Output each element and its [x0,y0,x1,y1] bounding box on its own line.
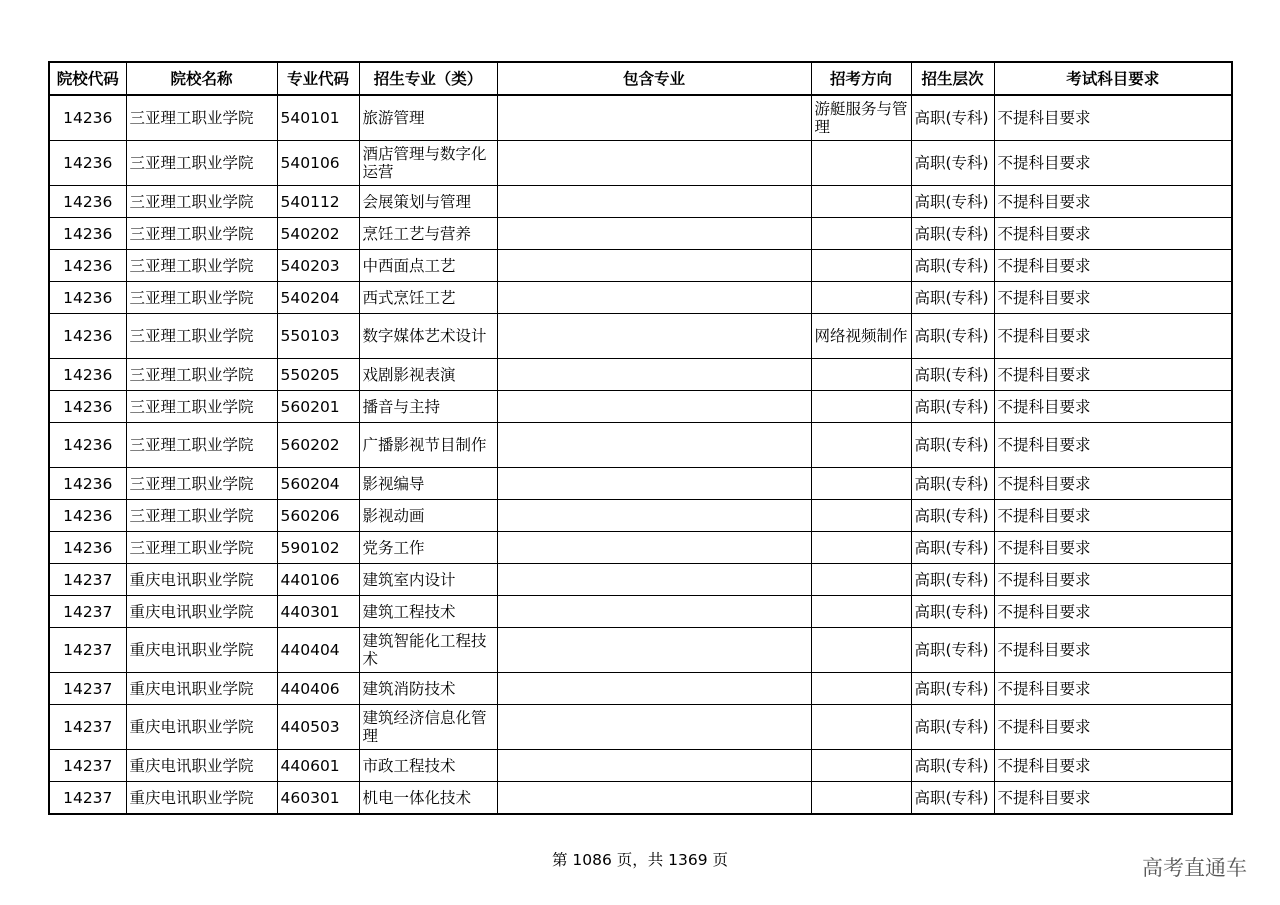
major-cell: 建筑经济信息化管理 [359,705,497,750]
level-cell: 高职(专科) [911,782,994,815]
header-school-name: 院校名称 [126,62,277,95]
school-code-cell: 14237 [49,628,126,673]
school-code-cell: 14236 [49,500,126,532]
direction-cell [811,250,911,282]
table-row [49,673,1232,705]
header-requirement: 考试科目要求 [994,62,1232,95]
major-cell: 广播影视节目制作 [359,423,497,468]
major-cell: 数字媒体艺术设计 [359,314,497,359]
table-row [49,596,1232,628]
school-code-cell: 14236 [49,391,126,423]
school-code-cell: 14236 [49,282,126,314]
requirement-cell: 不提科目要求 [994,673,1232,705]
school-name-cell: 重庆电讯职业学院 [126,596,277,628]
requirement-cell: 不提科目要求 [994,186,1232,218]
level-cell: 高职(专科) [911,705,994,750]
level-cell: 高职(专科) [911,391,994,423]
major-code-cell: 540204 [277,282,359,314]
table-row [49,564,1232,596]
table-row [49,705,1232,750]
table-row [49,95,1232,141]
level-cell: 高职(专科) [911,282,994,314]
requirement-cell: 不提科目要求 [994,500,1232,532]
level-cell: 高职(专科) [911,218,994,250]
level-cell: 高职(专科) [911,468,994,500]
major-cell: 会展策划与管理 [359,186,497,218]
major-code-cell: 440404 [277,628,359,673]
school-name-cell: 三亚理工职业学院 [126,250,277,282]
direction-cell [811,596,911,628]
table-row [49,359,1232,391]
school-code-cell: 14237 [49,673,126,705]
watermark-text: 高考直通车 [1142,856,1247,880]
requirement-cell: 不提科目要求 [994,628,1232,673]
school-name-cell: 三亚理工职业学院 [126,468,277,500]
requirement-cell: 不提科目要求 [994,359,1232,391]
level-cell: 高职(专科) [911,673,994,705]
level-cell: 高职(专科) [911,141,994,186]
level-cell: 高职(专科) [911,500,994,532]
included-majors-cell [497,314,811,359]
included-majors-cell [497,282,811,314]
included-majors-cell [497,95,811,141]
direction-cell [811,782,911,815]
direction-cell [811,359,911,391]
school-code-cell: 14236 [49,250,126,282]
major-cell: 烹饪工艺与营养 [359,218,497,250]
major-code-cell: 540106 [277,141,359,186]
table-row [49,250,1232,282]
page-number: 第 1086 页，共 1369 页 [551,851,729,869]
school-code-cell: 14236 [49,186,126,218]
major-cell: 机电一体化技术 [359,782,497,815]
school-name-cell: 重庆电讯职业学院 [126,673,277,705]
table-row [49,782,1232,815]
direction-cell [811,468,911,500]
requirement-cell: 不提科目要求 [994,423,1232,468]
school-code-cell: 14237 [49,564,126,596]
level-cell: 高职(专科) [911,750,994,782]
header-row [49,62,1232,95]
requirement-cell: 不提科目要求 [994,391,1232,423]
school-name-cell: 三亚理工职业学院 [126,314,277,359]
major-code-cell: 560202 [277,423,359,468]
included-majors-cell [497,532,811,564]
table-row [49,186,1232,218]
direction-cell [811,186,911,218]
school-name-cell: 三亚理工职业学院 [126,218,277,250]
level-cell: 高职(专科) [911,564,994,596]
major-code-cell: 440503 [277,705,359,750]
major-code-cell: 460301 [277,782,359,815]
school-name-cell: 三亚理工职业学院 [126,391,277,423]
school-name-cell: 三亚理工职业学院 [126,141,277,186]
header-major-code: 专业代码 [277,62,359,95]
major-code-cell: 540112 [277,186,359,218]
major-code-cell: 440601 [277,750,359,782]
direction-cell [811,391,911,423]
major-code-cell: 540203 [277,250,359,282]
level-cell: 高职(专科) [911,628,994,673]
requirement-cell: 不提科目要求 [994,782,1232,815]
major-cell: 酒店管理与数字化运营 [359,141,497,186]
school-name-cell: 三亚理工职业学院 [126,282,277,314]
school-name-cell: 重庆电讯职业学院 [126,750,277,782]
level-cell: 高职(专科) [911,423,994,468]
table-row [49,750,1232,782]
direction-cell [811,282,911,314]
major-code-cell: 560204 [277,468,359,500]
requirement-cell: 不提科目要求 [994,596,1232,628]
level-cell: 高职(专科) [911,186,994,218]
major-cell: 建筑室内设计 [359,564,497,596]
requirement-cell: 不提科目要求 [994,532,1232,564]
major-cell: 党务工作 [359,532,497,564]
school-name-cell: 三亚理工职业学院 [126,186,277,218]
direction-cell [811,141,911,186]
school-code-cell: 14237 [49,750,126,782]
school-name-cell: 重庆电讯职业学院 [126,782,277,815]
school-code-cell: 14237 [49,782,126,815]
school-code-cell: 14236 [49,423,126,468]
level-cell: 高职(专科) [911,314,994,359]
table-header [49,62,1232,95]
direction-cell [811,532,911,564]
level-cell: 高职(专科) [911,95,994,141]
table-row [49,218,1232,250]
header-direction: 招考方向 [811,62,911,95]
major-code-cell: 560206 [277,500,359,532]
included-majors-cell [497,391,811,423]
requirement-cell: 不提科目要求 [994,750,1232,782]
admissions-table [48,61,1233,815]
school-code-cell: 14236 [49,314,126,359]
table-row [49,282,1232,314]
major-cell: 建筑消防技术 [359,673,497,705]
included-majors-cell [497,359,811,391]
table-body [49,95,1232,814]
included-majors-cell [497,705,811,750]
school-name-cell: 重庆电讯职业学院 [126,628,277,673]
table-row [49,532,1232,564]
included-majors-cell [497,423,811,468]
school-name-cell: 三亚理工职业学院 [126,95,277,141]
school-code-cell: 14236 [49,218,126,250]
table-row [49,141,1232,186]
major-cell: 市政工程技术 [359,750,497,782]
school-code-cell: 14236 [49,532,126,564]
school-name-cell: 三亚理工职业学院 [126,359,277,391]
header-included-majors: 包含专业 [497,62,811,95]
level-cell: 高职(专科) [911,596,994,628]
school-name-cell: 三亚理工职业学院 [126,423,277,468]
table-row [49,391,1232,423]
school-code-cell: 14236 [49,468,126,500]
requirement-cell: 不提科目要求 [994,314,1232,359]
included-majors-cell [497,250,811,282]
major-code-cell: 590102 [277,532,359,564]
major-cell: 建筑工程技术 [359,596,497,628]
level-cell: 高职(专科) [911,359,994,391]
requirement-cell: 不提科目要求 [994,564,1232,596]
school-name-cell: 重庆电讯职业学院 [126,705,277,750]
direction-cell [811,750,911,782]
school-name-cell: 重庆电讯职业学院 [126,564,277,596]
school-code-cell: 14236 [49,141,126,186]
direction-cell [811,500,911,532]
included-majors-cell [497,564,811,596]
included-majors-cell [497,468,811,500]
major-code-cell: 440301 [277,596,359,628]
school-code-cell: 14236 [49,95,126,141]
school-code-cell: 14237 [49,705,126,750]
major-cell: 建筑智能化工程技术 [359,628,497,673]
school-name-cell: 三亚理工职业学院 [126,532,277,564]
table-row [49,423,1232,468]
major-cell: 影视动画 [359,500,497,532]
major-cell: 播音与主持 [359,391,497,423]
included-majors-cell [497,596,811,628]
school-name-cell: 三亚理工职业学院 [126,500,277,532]
school-code-cell: 14236 [49,359,126,391]
major-code-cell: 440106 [277,564,359,596]
major-cell: 中西面点工艺 [359,250,497,282]
direction-cell [811,705,911,750]
header-school-code: 院校代码 [49,62,126,95]
table-row [49,468,1232,500]
major-code-cell: 550205 [277,359,359,391]
direction-cell [811,673,911,705]
major-cell: 西式烹饪工艺 [359,282,497,314]
direction-cell [811,423,911,468]
level-cell: 高职(专科) [911,532,994,564]
included-majors-cell [497,186,811,218]
included-majors-cell [497,218,811,250]
major-code-cell: 560201 [277,391,359,423]
direction-cell [811,628,911,673]
included-majors-cell [497,141,811,186]
major-cell: 旅游管理 [359,95,497,141]
included-majors-cell [497,782,811,815]
direction-cell: 游艇服务与管理 [811,95,911,141]
included-majors-cell [497,750,811,782]
major-cell: 戏剧影视表演 [359,359,497,391]
requirement-cell: 不提科目要求 [994,282,1232,314]
included-majors-cell [497,500,811,532]
table-row [49,500,1232,532]
requirement-cell: 不提科目要求 [994,705,1232,750]
header-level: 招生层次 [911,62,994,95]
major-code-cell: 550103 [277,314,359,359]
requirement-cell: 不提科目要求 [994,250,1232,282]
direction-cell [811,564,911,596]
major-code-cell: 440406 [277,673,359,705]
major-code-cell: 540202 [277,218,359,250]
table-row [49,314,1232,359]
school-code-cell: 14237 [49,596,126,628]
direction-cell [811,218,911,250]
requirement-cell: 不提科目要求 [994,95,1232,141]
requirement-cell: 不提科目要求 [994,141,1232,186]
direction-cell: 网络视频制作 [811,314,911,359]
header-major: 招生专业（类） [359,62,497,95]
requirement-cell: 不提科目要求 [994,218,1232,250]
major-code-cell: 540101 [277,95,359,141]
included-majors-cell [497,628,811,673]
table-row [49,628,1232,673]
requirement-cell: 不提科目要求 [994,468,1232,500]
major-cell: 影视编导 [359,468,497,500]
included-majors-cell [497,673,811,705]
level-cell: 高职(专科) [911,250,994,282]
